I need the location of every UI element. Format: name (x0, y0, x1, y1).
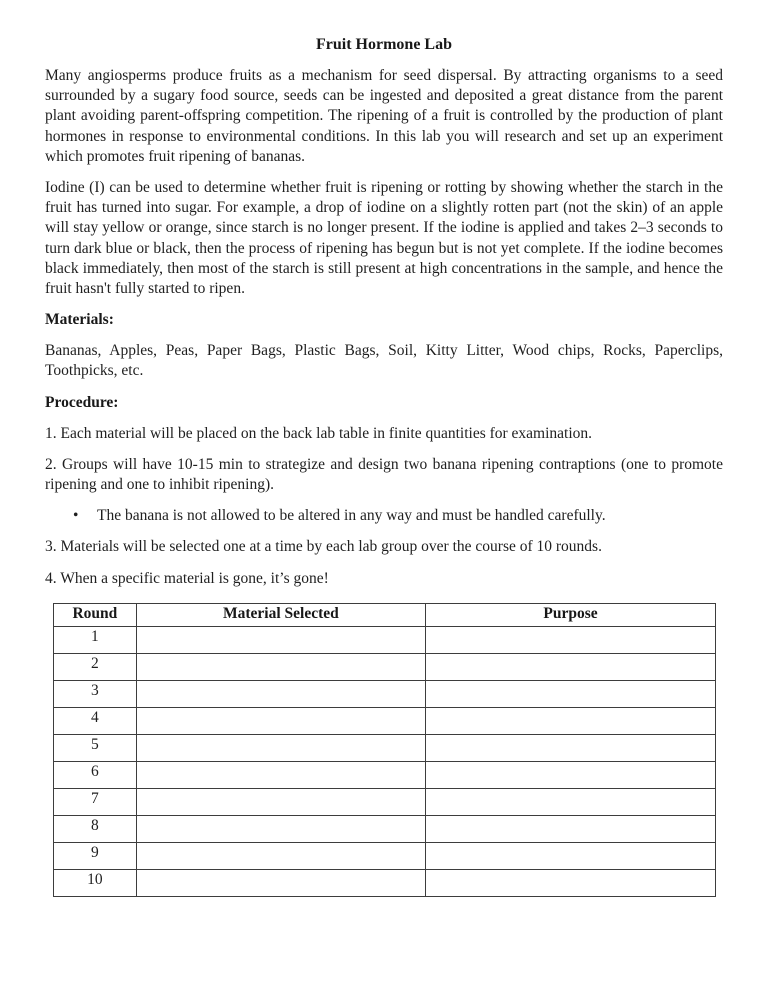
round-number: 8 (54, 815, 137, 842)
material-cell (136, 815, 425, 842)
purpose-cell (426, 626, 716, 653)
table-row (54, 842, 716, 869)
header-material-selected: Material Selected (136, 603, 425, 626)
table-row (54, 788, 716, 815)
document-title: Fruit Hormone Lab (316, 36, 452, 53)
procedure-bullet-item (71, 506, 723, 526)
material-cell (136, 842, 425, 869)
procedure-bullet-text: The banana is not allowed to be altered in any way and must be handled carefully. (97, 507, 606, 525)
table-row (54, 680, 716, 707)
intro-paragraph-2: Iodine (I) can be used to determine whether fruit is ripening or rotting by showing whether the starch in the fruit has turned into sugar. For example, a drop of iodine on a slightly rotten part (not the skin) of an apple will stay yellow or orange, since starch is no longer present. If the iodine is applied and takes 2–3 seconds to turn dark blue or black, then the process of ripening has begun but is not yet complete. If the iodine becomes black immediately, then most of the starch is still present at high concentrations in the sample, and hence the fruit hasn't fully started to ripen. (45, 179, 723, 298)
purpose-cell (426, 842, 716, 869)
purpose-cell (426, 788, 716, 815)
round-number: 9 (54, 842, 137, 869)
material-cell (136, 761, 425, 788)
table-row (54, 815, 716, 842)
procedure-step-2: 2. Groups will have 10-15 min to strategize and design two banana ripening contraptions (one to promote ripening and one to inhibit ripening). (45, 455, 723, 494)
round-number: 2 (54, 653, 137, 680)
material-cell (136, 869, 425, 896)
material-cell (136, 626, 425, 653)
purpose-cell (426, 680, 716, 707)
round-number: 1 (54, 626, 137, 653)
header-purpose: Purpose (426, 603, 716, 626)
round-number: 10 (54, 869, 137, 896)
material-cell (136, 707, 425, 734)
purpose-cell (426, 815, 716, 842)
material-cell (136, 653, 425, 680)
round-number: 3 (54, 680, 137, 707)
table-row (54, 626, 716, 653)
round-number: 5 (54, 734, 137, 761)
table-header-row (54, 603, 716, 626)
rounds-table (53, 603, 716, 897)
intro-paragraph-1: Many angiosperms produce fruits as a mechanism for seed dispersal. By attracting organisms to a seed surrounded by a sugary food source, seeds can be ingested and deposited a great distance from the parent plant avoiding parent-offspring competition. The ripening of a fruit is controlled by the production of plant hormones in response to environmental conditions. In this lab you will research and set up an experiment which promotes fruit ripening of bananas. (45, 67, 723, 165)
procedure-step-4: 4. When a specific material is gone, it’s gone! (45, 569, 329, 587)
bullet-icon: • (73, 507, 79, 525)
table-row (54, 653, 716, 680)
purpose-cell (426, 869, 716, 896)
header-round: Round (54, 603, 137, 626)
material-cell (136, 680, 425, 707)
procedure-heading: Procedure: (45, 393, 119, 411)
purpose-cell (426, 761, 716, 788)
materials-list-text: Bananas, Apples, Peas, Paper Bags, Plastic Bags, Soil, Kitty Litter, Wood chips, Rocks, Paperclips, Toothpicks, etc. (45, 342, 723, 380)
table-row (54, 869, 716, 896)
table-row (54, 734, 716, 761)
materials-heading: Materials: (45, 311, 114, 329)
material-cell (136, 734, 425, 761)
purpose-cell (426, 707, 716, 734)
round-number: 6 (54, 761, 137, 788)
purpose-cell (426, 734, 716, 761)
round-number: 7 (54, 788, 137, 815)
round-number: 4 (54, 707, 137, 734)
material-cell (136, 788, 425, 815)
purpose-cell (426, 653, 716, 680)
procedure-step-3: 3. Materials will be selected one at a time by each lab group over the course of 10 rounds. (45, 538, 602, 556)
table-row (54, 707, 716, 734)
table-row (54, 761, 716, 788)
procedure-step-1: 1. Each material will be placed on the back lab table in finite quantities for examination. (45, 424, 593, 442)
